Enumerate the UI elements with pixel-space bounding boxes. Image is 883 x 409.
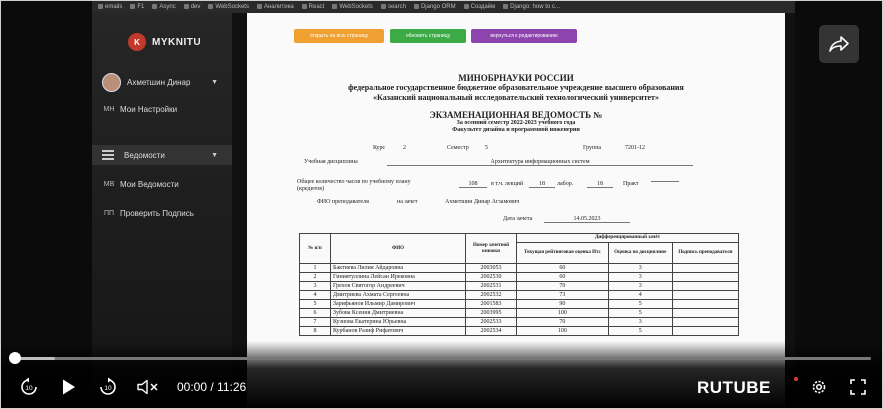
rewind-seconds-label: 10: [25, 385, 33, 392]
table-cell: 2002531: [466, 282, 517, 291]
chevron-down-icon: ▼: [211, 151, 218, 159]
institution-line-2: «Казанский национальный исследовательский технологический университет»: [373, 93, 659, 102]
faculty-line: Факультет дизайна и программной инженерии: [452, 127, 580, 133]
column-header: Подпись преподавателя: [672, 243, 738, 264]
discipline-value: Архитектура информационных систем: [387, 159, 693, 166]
course-value: 2: [403, 145, 406, 151]
date-label: Дата зачета: [503, 216, 533, 222]
table-cell: 5: [608, 300, 672, 309]
logo-text: MYKNITU: [152, 36, 202, 48]
teacher-label: ФИО преподавателя: [317, 199, 369, 205]
table-row: [300, 309, 739, 318]
bookmark-item[interactable]: [184, 4, 201, 10]
rewind-10-button[interactable]: [19, 376, 39, 398]
fullscreen-button[interactable]: [848, 376, 868, 398]
discipline-label: Учебная дисциплина: [304, 159, 358, 165]
time-separator: /: [210, 380, 218, 394]
sidebar-item-statements[interactable]: [92, 145, 232, 165]
bookmark-label: emails: [105, 4, 123, 11]
bookmark-favicon-icon: [184, 4, 189, 9]
sidebar-item-label: Мои Ведомости: [120, 180, 179, 189]
mute-button[interactable]: [137, 376, 159, 398]
logo-dot: [794, 377, 798, 381]
table-cell: 5: [300, 300, 331, 309]
table-cell: 3: [608, 318, 672, 327]
table-cell: 2: [300, 273, 331, 282]
teacher-value: Ахметшин Динар Агзамович: [445, 199, 520, 205]
play-icon: [62, 379, 76, 395]
table-cell: [672, 327, 738, 336]
share-icon: [828, 35, 850, 53]
semester-line: За осенний семестр 2022-2023 учебного года: [456, 120, 576, 126]
table-cell: Кузнова Екатерина Юрьевна: [331, 318, 466, 327]
teacher-role: на зачет: [397, 199, 418, 205]
list-icon: [102, 150, 114, 160]
column-group-header: Дифференцированный зачёт: [517, 234, 739, 243]
table-cell: [672, 273, 738, 282]
hours-value: 108: [459, 181, 487, 188]
share-button[interactable]: [819, 25, 859, 63]
rewind-10-icon: [19, 377, 39, 397]
time-total: 11:26: [217, 380, 247, 394]
column-header: Оценка по дисциплине: [608, 243, 672, 264]
bookmark-item[interactable]: [257, 4, 294, 10]
browser-bookmarks-bar: [92, 1, 795, 13]
table-cell: Грехов Святогор Андреевич: [331, 282, 466, 291]
table-cell: Бактиева Лилия Айдаровна: [331, 264, 466, 273]
semester-value: 5: [485, 145, 488, 151]
bookmark-label: Создаём: [470, 4, 496, 11]
column-header: Текущая рейтинговая оценка Итс: [517, 243, 609, 264]
bookmark-item[interactable]: [98, 4, 122, 10]
back-to-edit-button[interactable]: вернуться к редактированию: [471, 29, 577, 43]
lectures-label: в т.ч. лекций: [491, 181, 524, 187]
table-cell: 2003053: [466, 264, 517, 273]
progress-buffer: [15, 357, 55, 360]
table-cell: Гиниятуллина Лейсан Ирековна: [331, 273, 466, 282]
bookmark-item[interactable]: [381, 4, 406, 10]
play-button[interactable]: [59, 376, 79, 398]
column-header: Номер зачетной книжки: [466, 234, 517, 264]
table-cell: 8: [300, 327, 331, 336]
table-cell: 73: [517, 291, 609, 300]
table-cell: Зубова Ксения Дмитриевна: [331, 309, 466, 318]
table-row: [300, 318, 739, 327]
bookmark-label: dev: [190, 4, 201, 11]
gear-icon: [810, 378, 828, 396]
table-cell: 5: [608, 309, 672, 318]
table-cell: 2002534: [466, 327, 517, 336]
sidebar-item-label: Проверить Подпись: [120, 209, 194, 218]
sidebar-item-check-signature[interactable]: [92, 209, 232, 218]
table-cell: 70: [517, 282, 609, 291]
table-cell: [672, 282, 738, 291]
table-cell: 7: [300, 318, 331, 327]
table-cell: Дмитриева Ахмата Сергеевна: [331, 291, 466, 300]
table-cell: Курбанов Разиф Рифатович: [331, 327, 466, 336]
table-cell: [672, 291, 738, 300]
bookmark-favicon-icon: [332, 4, 337, 9]
bookmark-item[interactable]: [152, 4, 175, 10]
table-cell: [672, 318, 738, 327]
column-header: ФИО: [331, 234, 466, 264]
table-cell: 70: [517, 318, 609, 327]
table-cell: 2003995: [466, 309, 517, 318]
table-cell: 3: [300, 282, 331, 291]
bookmark-label: Async: [159, 4, 176, 11]
time-current: 00:00: [177, 380, 208, 394]
sidebar-item-label: Мои Настройки: [120, 105, 178, 114]
table-cell: 3: [608, 273, 672, 282]
forward-10-icon: [98, 377, 118, 397]
bookmark-label: React: [308, 4, 325, 11]
bookmark-favicon-icon: [98, 4, 103, 9]
table-row: [300, 327, 739, 336]
lectures-value: 18: [529, 181, 555, 188]
bookmark-favicon-icon: [503, 4, 508, 9]
bookmark-item[interactable]: [503, 4, 560, 10]
logo: [128, 33, 201, 51]
bookmark-favicon-icon: [208, 4, 213, 9]
practice-value: [651, 181, 679, 182]
table-cell: 60: [517, 264, 609, 273]
forward-seconds-label: 10: [104, 385, 112, 392]
bookmark-favicon-icon: [257, 4, 262, 9]
bookmark-favicon-icon: [414, 4, 419, 9]
table-cell: [672, 264, 738, 273]
institution-line-1: федеральное государственное бюджетное образовательное учреждение высшего образования: [348, 83, 684, 92]
bookmark-favicon-icon: [381, 4, 386, 9]
user-menu[interactable]: [92, 73, 232, 92]
player-controls: [1, 341, 883, 409]
table-cell: 100: [517, 327, 609, 336]
bookmark-favicon-icon: [152, 4, 157, 9]
ministry-heading: МИНОБРНАУКИ РОССИИ: [458, 73, 574, 83]
bookmark-label: F1: [137, 4, 145, 11]
table-cell: 100: [517, 309, 609, 318]
table-cell: 5: [608, 327, 672, 336]
table-cell: 3: [608, 264, 672, 273]
table-row: [300, 291, 739, 300]
date-value: 14.05.2023: [544, 216, 630, 223]
table-cell: 2001583: [466, 300, 517, 309]
table-cell: [672, 309, 738, 318]
bookmark-favicon-icon: [130, 4, 135, 9]
logo-mark-icon: K: [128, 33, 146, 51]
bookmark-label: Django ORM: [420, 4, 456, 11]
sidebar-item-my-statements[interactable]: [92, 180, 232, 189]
table-cell: [672, 300, 738, 309]
avatar: [102, 73, 121, 92]
rutube-logo[interactable]: RUTUBE: [697, 378, 771, 397]
table-cell: 2002533: [466, 318, 517, 327]
practice-label: Практ: [623, 181, 639, 187]
document-title: ЭКЗАМЕНАЦИОННАЯ ВЕДОМОСТЬ №: [429, 110, 603, 120]
progress-thumb[interactable]: [9, 352, 21, 364]
bookmark-label: Аналитика: [263, 4, 294, 11]
table-cell: 3: [608, 282, 672, 291]
fullscreen-icon: [850, 379, 866, 395]
table-cell: 2002530: [466, 273, 517, 282]
time-display: [177, 380, 246, 394]
table-cell: 4: [608, 291, 672, 300]
sidebar-item-settings[interactable]: [92, 105, 232, 114]
refresh-page-button[interactable]: обновить страницу: [390, 29, 466, 43]
table-row: [300, 300, 739, 309]
volume-muted-icon: [137, 379, 159, 395]
sidebar-item-abbr: ПП: [103, 210, 115, 217]
bookmark-label: search: [387, 4, 406, 11]
open-fullpage-button[interactable]: открыть на всю страницу: [294, 29, 384, 43]
group-label: Группа: [583, 145, 602, 151]
table-row: [300, 273, 739, 282]
labs-value: 18: [587, 181, 613, 188]
sidebar-item-abbr: МВ: [103, 181, 115, 188]
course-label: Курс: [373, 145, 386, 151]
semester-label: Семестр: [447, 145, 469, 151]
bookmark-favicon-icon: [302, 4, 307, 9]
bookmark-label: WebSockets: [339, 4, 373, 11]
settings-button[interactable]: [809, 376, 829, 398]
hours-label: Общее количество часов по учебному плану (кредитов): [297, 179, 411, 192]
labs-label: лабор.: [557, 181, 574, 187]
progress-bar[interactable]: [15, 357, 871, 360]
grades-table: [299, 233, 739, 336]
table-cell: 4: [300, 291, 331, 300]
bookmark-label: WebSockets: [215, 4, 249, 11]
table-cell: 60: [517, 273, 609, 282]
bookmark-item[interactable]: [332, 4, 373, 10]
column-header: № п/п: [300, 234, 331, 264]
bookmark-favicon-icon: [464, 4, 469, 9]
bookmark-item[interactable]: [414, 4, 456, 10]
table-cell: Зарифьянов Ильмир Дамирович: [331, 300, 466, 309]
table-cell: 2002532: [466, 291, 517, 300]
table-row: [300, 282, 739, 291]
chevron-down-icon: ▼: [211, 79, 218, 86]
bookmark-item[interactable]: [464, 4, 496, 10]
bookmark-item[interactable]: [130, 4, 144, 10]
table-cell: 1: [300, 264, 331, 273]
forward-10-button[interactable]: [98, 376, 118, 398]
sidebar-item-abbr: МН: [103, 106, 115, 113]
table-row: [300, 264, 739, 273]
user-name: Ахметшин Динар: [127, 78, 191, 87]
table-cell: 90: [517, 300, 609, 309]
table-cell: 6: [300, 309, 331, 318]
sidebar-item-label: Ведомости: [124, 150, 165, 160]
bookmark-item[interactable]: [302, 4, 325, 10]
bookmark-label: Django: how to c...: [510, 4, 560, 11]
bookmark-item[interactable]: [208, 4, 249, 10]
group-value: 7201-12: [625, 145, 645, 151]
